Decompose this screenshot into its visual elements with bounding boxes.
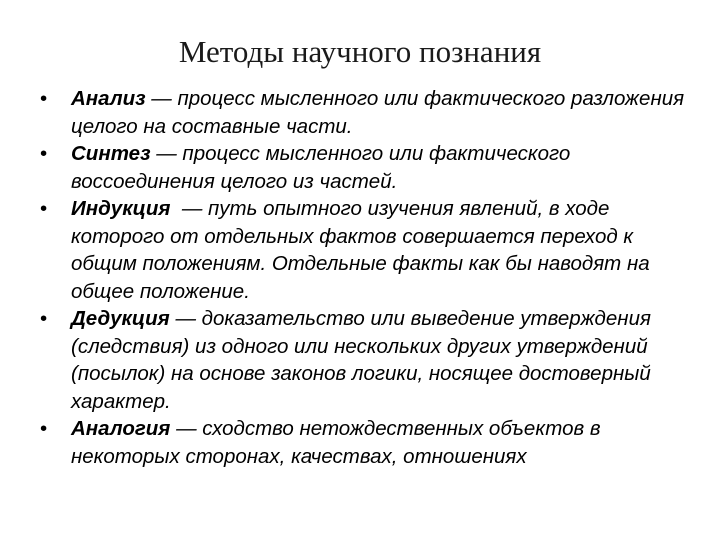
list-item-deduction: [40, 305, 690, 415]
list-item-induction: [40, 195, 690, 305]
term-label: Синтез: [71, 142, 151, 165]
list-item-synthesis: [40, 140, 690, 195]
definition-text: — процесс мысленного или фактического разложения целого на составные части.: [71, 87, 685, 138]
bullet-list: [40, 85, 690, 470]
definition-text: — сходство нетождественных объектов в некоторых сторонах, качествах, отношениях: [71, 417, 601, 468]
bullet-icon: •: [40, 142, 48, 165]
bullet-icon: •: [40, 417, 48, 440]
term-label: Индукция: [71, 197, 171, 220]
definition-text: — доказательство или выведение утверждения (следствия) из одного или нескольких других утверждений (посылок) на основе законов логики, носящее достоверный характер.: [71, 307, 651, 413]
list-item-analysis: [40, 85, 690, 140]
definition-text: — путь опытного изучения явлений, в ходе которого от отдельных фактов совершается переход к общим положениям. Отдельные факты как бы наводят на общее положение.: [71, 197, 656, 303]
term-label: Аналогия: [71, 417, 171, 440]
bullet-icon: •: [40, 87, 48, 110]
slide-title: Методы научного познания: [178, 34, 542, 69]
definition-text: — процесс мысленного или фактического воссоединения целого из частей.: [71, 142, 571, 193]
bullet-icon: •: [40, 307, 48, 330]
term-label: Анализ: [71, 87, 146, 110]
list-item-analogy: [40, 415, 690, 470]
bullet-icon: •: [40, 197, 48, 220]
term-label: Дедукция: [71, 307, 170, 330]
